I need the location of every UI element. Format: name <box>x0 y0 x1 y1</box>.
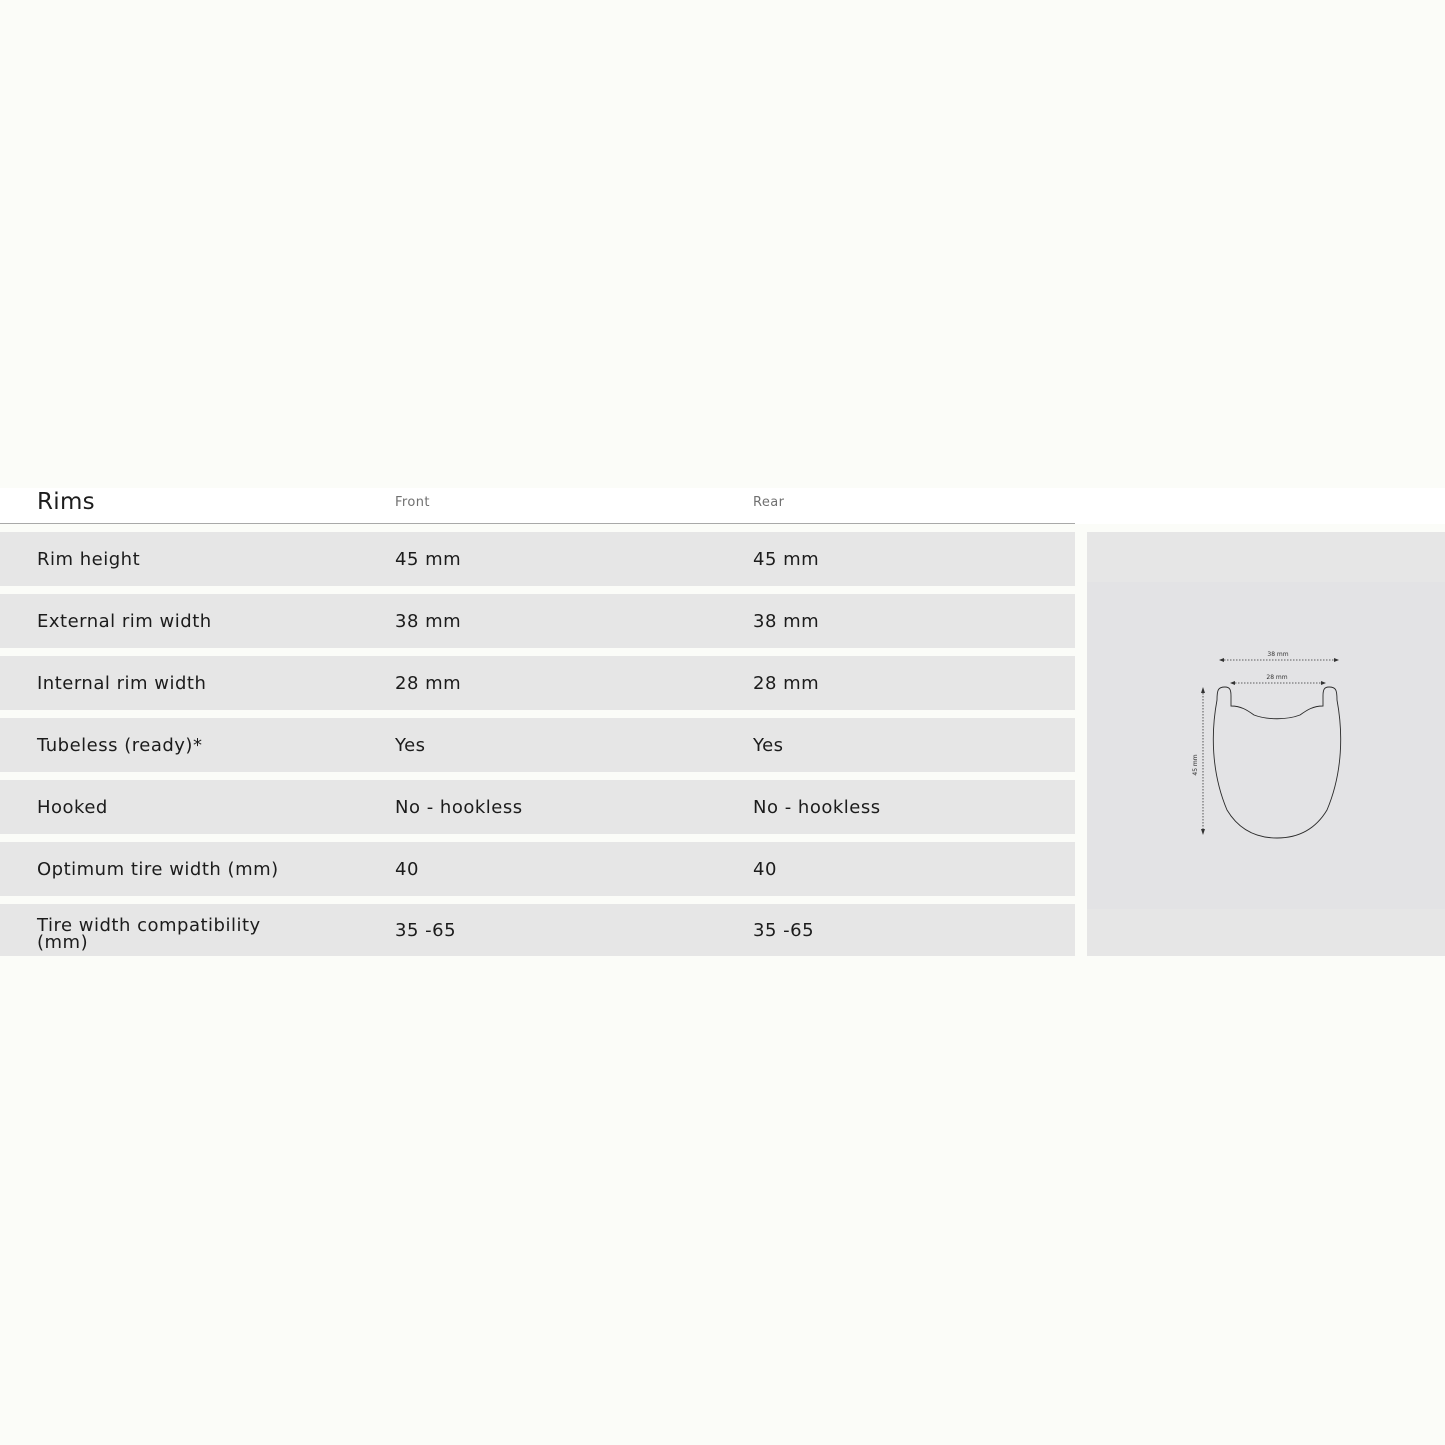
table-row <box>0 780 1075 834</box>
rim-profile-drawing <box>1087 532 1445 956</box>
row-label: Rim height <box>37 548 141 570</box>
row-front-value: 28 mm <box>395 672 462 694</box>
table-row <box>0 904 1075 956</box>
table-row <box>0 594 1075 648</box>
row-front-value: 45 mm <box>395 548 462 570</box>
table-row <box>0 842 1075 896</box>
row-front-value: 40 <box>395 858 419 880</box>
external-width-label: 38 mm <box>1267 651 1289 658</box>
height-label: 45 mm <box>1192 754 1199 776</box>
row-front-value: Yes <box>395 734 426 756</box>
row-label: Optimum tire width (mm) <box>37 858 279 880</box>
row-front-value: 38 mm <box>395 610 462 632</box>
header-divider <box>0 523 1075 524</box>
column-header-front: Front <box>395 495 430 510</box>
rim-profile-diagram <box>1087 532 1445 956</box>
row-label: External rim width <box>37 610 212 632</box>
height-dimension <box>1192 687 1205 835</box>
row-rear-value: 45 mm <box>753 548 820 570</box>
row-rear-value: No - hookless <box>753 796 881 818</box>
row-rear-value: 28 mm <box>753 672 820 694</box>
row-label: Hooked <box>37 796 108 818</box>
internal-width-dimension <box>1230 674 1326 685</box>
internal-width-label: 28 mm <box>1266 674 1288 681</box>
table-row <box>0 718 1075 772</box>
row-label: Tubeless (ready)* <box>37 734 203 756</box>
rim-outline <box>1213 687 1340 838</box>
section-title: Rims <box>37 489 95 515</box>
row-label: Internal rim width <box>37 672 207 694</box>
row-label: Tire width compatibility (mm) <box>37 915 261 953</box>
row-front-value: No - hookless <box>395 796 523 818</box>
external-width-dimension <box>1219 651 1339 662</box>
table-header-bar <box>0 488 1445 524</box>
column-header-rear: Rear <box>753 495 785 510</box>
row-rear-value: 40 <box>753 858 777 880</box>
row-rear-value: 38 mm <box>753 610 820 632</box>
row-rear-value: 35 -65 <box>753 919 815 941</box>
row-rear-value: Yes <box>753 734 784 756</box>
row-front-value: 35 -65 <box>395 919 457 941</box>
table-row <box>0 656 1075 710</box>
table-row <box>0 532 1075 586</box>
